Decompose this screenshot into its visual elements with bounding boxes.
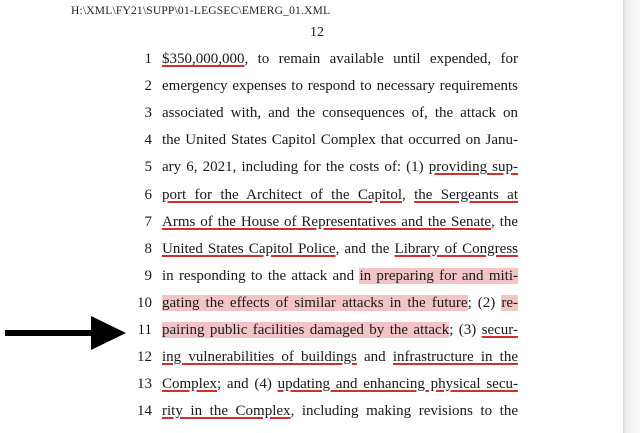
highlighted-text: in preparing for and miti- <box>359 267 518 284</box>
line-number: 8 <box>144 240 152 257</box>
highlighted-text: gating the effects of similar attacks in the future <box>162 294 468 311</box>
text-segment: , to remain available until expended, for <box>244 51 518 67</box>
text-line <box>162 240 518 258</box>
underlined-text: infrastructure in the <box>392 349 518 366</box>
text-segment: ary 6, 2021, including for the costs of: (1) <box>162 159 429 176</box>
text-segment: and <box>356 349 393 366</box>
arrow-icon <box>5 314 127 354</box>
underlined-text: ing vulnerabilities of buildings <box>162 349 357 366</box>
line-number: 5 <box>144 159 152 176</box>
underlined-text: providing sup- <box>428 159 519 176</box>
underlined-text: Library of Congress <box>394 240 518 257</box>
underlined-text: the Sergeants at <box>414 186 518 203</box>
underlined-text: Complex <box>162 376 217 393</box>
line-number: 2 <box>144 78 152 95</box>
line-number: 10 <box>137 294 152 311</box>
text-line <box>162 104 518 122</box>
text-segment: ; (3) <box>449 322 482 338</box>
line-number: 14 <box>137 403 152 420</box>
underlined-text: port for the Architect of the Capitol <box>162 186 403 203</box>
text-line <box>162 321 518 339</box>
text-line <box>162 158 518 176</box>
text-line <box>162 131 518 149</box>
document-path: H:\XML\FY21\SUPP\01-LEGSEC\EMERG_01.XML <box>71 5 331 17</box>
text-segment: ; (2) <box>467 294 502 311</box>
page-number: 12 <box>310 25 324 40</box>
underlined-text: updating and enhancing physical secu- <box>277 376 518 393</box>
page-edge <box>623 0 640 433</box>
underlined-text: secur- <box>481 322 518 338</box>
line-number: 3 <box>144 105 152 122</box>
text-line <box>162 348 518 366</box>
highlighted-text: pairing public facilities damaged by the attack <box>162 322 450 338</box>
line-number: 9 <box>144 267 152 284</box>
text-line <box>162 402 518 420</box>
text-segment: emergency expenses to respond to necessary requirements <box>162 78 518 95</box>
text-line <box>162 213 518 231</box>
line-number: 1 <box>144 51 152 67</box>
text-segment: ; and (4) <box>217 376 278 393</box>
text-segment: , and the <box>335 240 395 257</box>
line-number: 4 <box>144 132 152 149</box>
underlined-text: rity in the Complex <box>162 403 291 420</box>
text-segment: , including making revisions to the <box>290 403 519 420</box>
line-number: 13 <box>137 376 152 393</box>
text-segment: , the <box>491 213 518 230</box>
line-number: 7 <box>144 213 152 230</box>
highlighted-text: re- <box>501 294 518 311</box>
text-segment: in responding to the attack and <box>162 267 360 284</box>
line-number: 11 <box>137 322 152 338</box>
text-line <box>162 77 518 95</box>
text-segment: the United States Capitol Complex that occurred on Janu- <box>162 132 518 149</box>
text-segment: associated with, and the consequences of, the attack on <box>162 105 518 122</box>
underlined-text: $350,000,000 <box>162 51 245 67</box>
text-line <box>162 50 518 68</box>
text-line <box>162 267 518 285</box>
text-line <box>162 375 518 393</box>
text-line <box>162 294 518 312</box>
underlined-text: United States Capitol Police <box>162 240 336 257</box>
line-number: 12 <box>137 349 152 366</box>
line-number: 6 <box>144 186 152 203</box>
text-segment: , <box>402 186 415 203</box>
underlined-text: Arms of the House of Representatives and the Senate <box>162 213 492 230</box>
text-line <box>162 186 518 204</box>
